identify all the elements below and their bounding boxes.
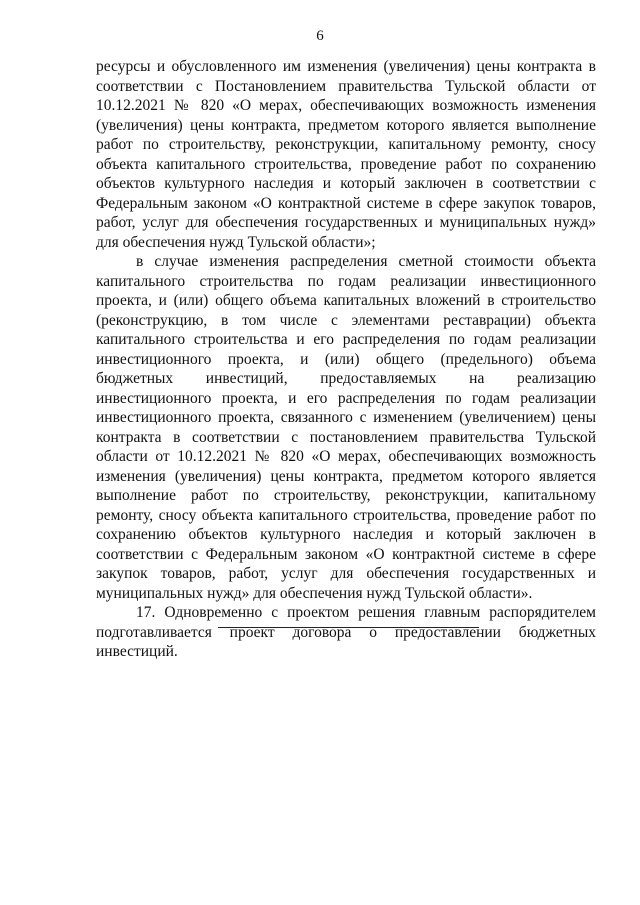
document-body [96, 57, 596, 662]
end-separator-line [218, 627, 479, 628]
page-number: 6 [316, 28, 324, 44]
paragraph-budget-change: в случае изменения распределения сметной стоимости объекта капитального строительства по годам реализации инвестиционного проекта, и (или) общего объема капитальных вложений в строительство (реконструкцию, в том числе с элементами реставрации) объекта капитального строительства и его распределения по годам реализации инвестиционного проекта, и (или) общего (предельного) объема бюджетных инвестиций, предоставляемых на реализацию инвестиционного проекта, и его распределения по годам реализации инвестиционного проекта, связанного с изменением (увеличением) цены контракта в соответствии с постановлением правительства Тульской области от 10.12.2021 № 820 «О мерах, обеспечивающих возможность изменения (увеличения) цены контракта, предметом которого является выполнение работ по строительству, реконструкции, капитальному ремонту, сносу объекта капитального строительства, проведение работ по сохранению объектов культурного наследия и который заключен в соответствии с Федеральным законом «О контрактной системе в сфере закупок товаров, работ, услуг для обеспечения государственных и муниципальных нужд» для обеспечения нужд Тульской области». [96, 253, 596, 602]
paragraph-item-17: 17. Одновременно с проектом решения главным распорядителем подготавливается проект договора о предоставлении бюджетных инвестиций. [96, 604, 596, 660]
paragraph-continuation: ресурсы и обусловленного им изменения (увеличения) цены контракта в соответствии с Постановлением правительства Тульской области от 10.12.2021 № 820 «О мерах, обеспечивающих возможность изменения (увеличения) цены контракта, предметом которого является выполнение работ по строительству, реконструкции, капитальному ремонту, сносу объекта капитального строительства, проведение работ по сохранению объектов культурного наследия и который заключен в соответствии с Федеральным законом «О контрактной системе в сфере закупок товаров, работ, услуг для обеспечения государственных и муниципальных нужд» для обеспечения нужд Тульской области»; [96, 58, 596, 251]
